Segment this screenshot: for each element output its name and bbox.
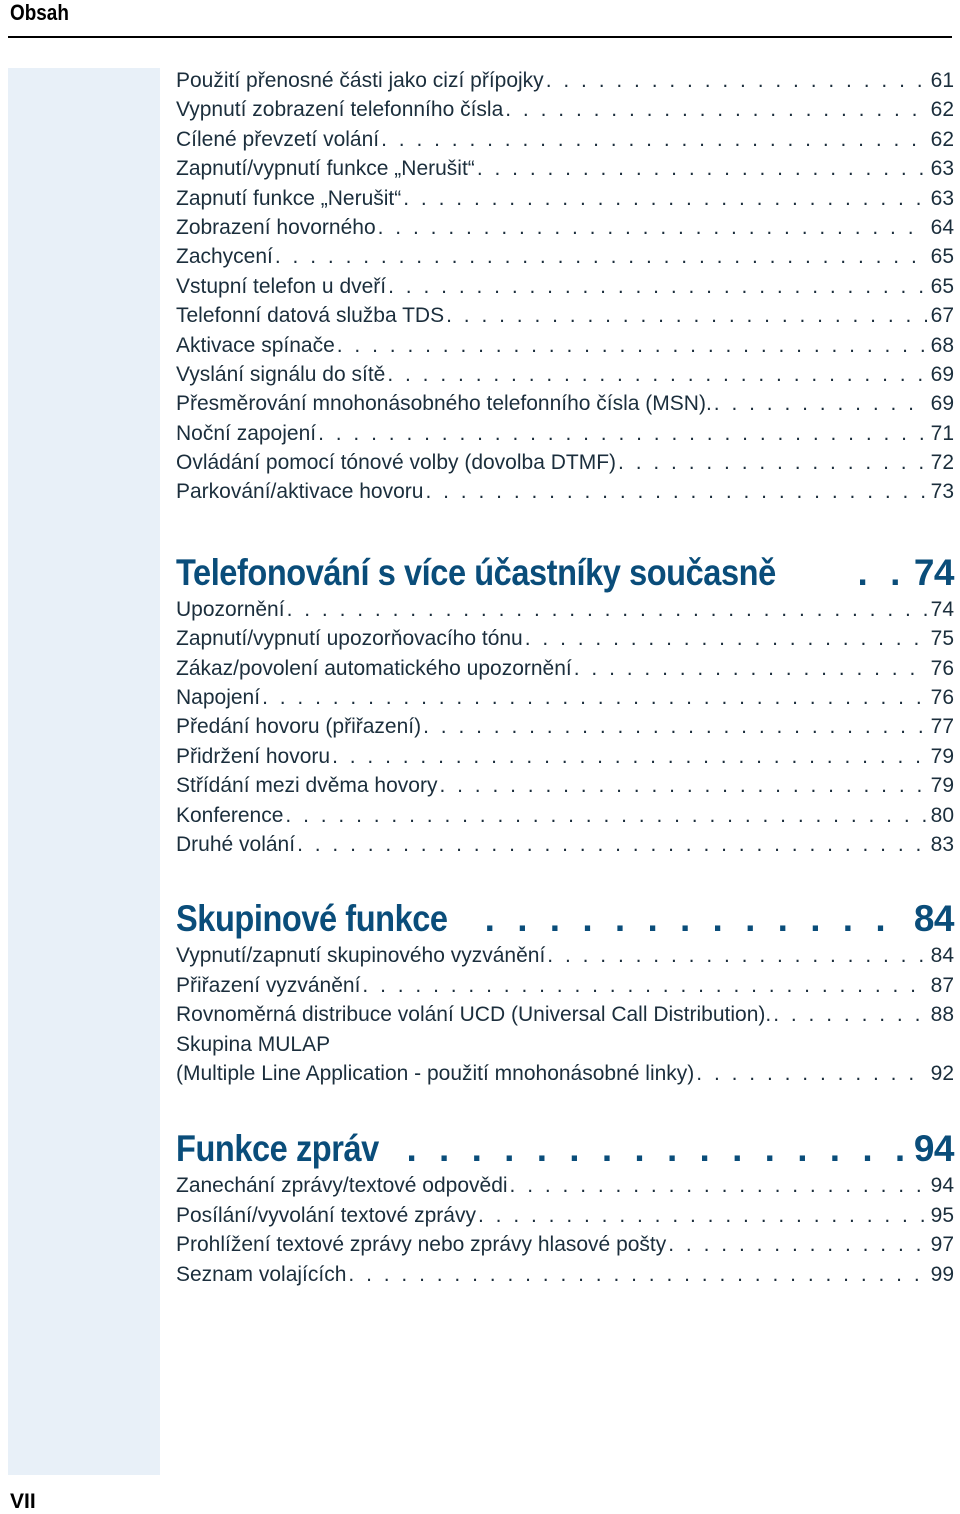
toc-entry-title: Zapnutí/vypnutí upozorňovacího tónu <box>176 627 523 651</box>
toc-entry-page: 92 <box>930 1061 954 1085</box>
toc-entry-page: 95 <box>930 1203 954 1227</box>
toc-entry[interactable] <box>176 742 954 771</box>
toc-entry-page: 67 <box>930 304 954 328</box>
toc-entry-title: Přidržení hovoru <box>176 744 331 768</box>
section-title: Skupinové funkce <box>176 898 448 940</box>
dot-leader <box>406 1129 905 1169</box>
toc-entry-page: 99 <box>930 1262 954 1286</box>
toc-entry-page: 63 <box>930 186 954 210</box>
toc-entry-page: 61 <box>930 69 954 92</box>
toc-entry-page: 88 <box>930 1003 954 1027</box>
dot-leader <box>525 624 927 653</box>
toc-entry-title: Zapnutí funkce „Nerušit“ <box>176 186 402 210</box>
toc-entry[interactable] <box>176 125 954 154</box>
page-number: VII <box>10 1490 36 1513</box>
toc-entry[interactable] <box>176 66 954 95</box>
toc-entry-page: 76 <box>930 686 954 710</box>
toc-entry-title: Přesměrování mnohonásobného telefonního čísla (MSN). <box>176 392 712 416</box>
toc-entry-title: Cílené převzetí volání <box>176 127 380 151</box>
toc-entry-page: 83 <box>930 832 954 856</box>
section-page: 94 <box>913 1128 954 1170</box>
dot-leader <box>696 1059 926 1088</box>
toc-entry-title: Vypnutí/zapnutí skupinového vyzvánění <box>176 944 546 968</box>
toc-entry[interactable] <box>176 1059 954 1088</box>
toc-entry[interactable] <box>176 419 954 448</box>
toc-entry-title: Napojení <box>176 686 261 710</box>
toc-entry-page: 77 <box>930 715 954 739</box>
toc-entry-page: 75 <box>930 627 954 651</box>
toc-entry-title: (Multiple Line Application - použití mnohonásobné linky) <box>176 1061 695 1085</box>
toc-entry-page: 74 <box>930 597 954 621</box>
toc-entry-title: Konference <box>176 803 284 827</box>
dot-leader <box>387 360 926 389</box>
dot-leader <box>318 419 927 448</box>
toc-entry-title: Parkování/aktivace hovoru <box>176 480 424 504</box>
toc-entry-page: 84 <box>930 944 954 968</box>
toc-entry-title: Zákaz/povolení automatického upozornění <box>176 656 572 680</box>
dot-leader <box>378 213 927 242</box>
dot-leader <box>425 477 926 506</box>
toc-entry-title: Seznam volajících <box>176 1262 347 1286</box>
toc-entry-title: Posílání/vyvolání textové zprávy <box>176 1203 476 1227</box>
dot-leader <box>275 242 927 271</box>
dot-leader <box>618 448 927 477</box>
toc-entry-title: Druhé volání <box>176 832 296 856</box>
toc-entry[interactable] <box>176 1260 954 1289</box>
toc-entry[interactable] <box>176 595 954 624</box>
dot-leader <box>714 389 927 418</box>
dot-leader <box>574 654 927 683</box>
dot-leader <box>423 712 927 741</box>
toc-entry[interactable] <box>176 624 954 653</box>
toc-entry-title: Zapnutí/vypnutí funkce „Nerušit“ <box>176 157 475 181</box>
toc-entry-title: Střídání mezi dvěma hovory <box>176 774 438 798</box>
toc-entry[interactable] <box>176 301 954 330</box>
toc-entry[interactable] <box>176 331 954 360</box>
toc-entry[interactable] <box>176 477 954 506</box>
toc-entry[interactable] <box>176 184 954 213</box>
toc-entry[interactable] <box>176 360 954 389</box>
dot-leader <box>478 1201 927 1230</box>
dot-leader <box>362 971 926 1000</box>
toc-entry-page: 73 <box>930 480 954 504</box>
section-page: 84 <box>913 898 954 940</box>
dot-leader <box>505 95 926 124</box>
toc-entry-page: 72 <box>930 451 954 475</box>
toc-entry-title: Vyslání signálu do sítě <box>176 362 386 386</box>
toc-entry-title: Vypnutí zobrazení telefonního čísla <box>176 98 504 122</box>
toc-entry[interactable] <box>176 941 954 970</box>
dot-leader <box>668 1230 926 1259</box>
toc-entry-page: 87 <box>930 973 954 997</box>
toc-entry-page: 68 <box>930 333 954 357</box>
toc-entry-page: 64 <box>930 215 954 239</box>
dot-leader <box>348 1260 926 1289</box>
toc-entry[interactable] <box>176 801 954 830</box>
toc-entry-title: Aktivace spínače <box>176 333 335 357</box>
toc-entry[interactable] <box>176 1000 954 1029</box>
toc-entry-title: Použití přenosné části jako cizí přípojky <box>176 69 544 92</box>
toc-entry[interactable] <box>176 830 954 859</box>
section-title: Telefonování s více účastníky současně <box>176 551 776 593</box>
toc-entry[interactable] <box>176 1230 954 1259</box>
toc-entry[interactable] <box>176 1171 954 1200</box>
toc-entry-page: 62 <box>930 127 954 151</box>
toc-entry-page: 69 <box>930 392 954 416</box>
toc-entry[interactable] <box>176 448 954 477</box>
toc-entry-title: Vstupní telefon u dveří <box>176 274 387 298</box>
toc-entry-page: 76 <box>930 656 954 680</box>
toc-entry-page: 79 <box>930 744 954 768</box>
toc-entry[interactable] <box>176 95 954 124</box>
dot-leader <box>297 830 927 859</box>
toc-entry[interactable] <box>176 971 954 1000</box>
toc-entry[interactable] <box>176 272 954 301</box>
toc-section-heading[interactable] <box>176 1129 954 1169</box>
toc-entry-title: Telefonní datová služba TDS <box>176 304 445 328</box>
toc-entry-page: 97 <box>930 1233 954 1257</box>
toc-entry-page: 65 <box>930 245 954 269</box>
toc-entry-title: Zobrazení hovorného <box>176 215 376 239</box>
toc-entry-page: 80 <box>930 803 954 827</box>
sidebar-panel <box>8 68 160 1475</box>
dot-leader <box>332 742 927 771</box>
dot-leader <box>510 1171 927 1200</box>
dot-leader <box>858 553 906 593</box>
dot-leader <box>403 184 926 213</box>
dot-leader <box>446 301 927 330</box>
toc-entry[interactable] <box>176 1030 954 1059</box>
toc-entry-page: 65 <box>930 274 954 298</box>
toc-entry-title: Zachycení <box>176 245 273 269</box>
toc-entry-page: 71 <box>930 421 954 445</box>
toc-section-heading[interactable] <box>176 553 954 593</box>
toc-entry-page: 62 <box>930 98 954 122</box>
toc-entry[interactable] <box>176 771 954 800</box>
dot-leader <box>285 801 926 830</box>
toc-entry-page: 94 <box>930 1174 954 1198</box>
dot-leader <box>287 595 927 624</box>
dot-leader <box>546 66 927 95</box>
toc-entry[interactable] <box>176 242 954 271</box>
dot-leader <box>773 1000 926 1029</box>
toc-entry-title: Prohlížení textové zprávy nebo zprávy hlasové pošty <box>176 1233 667 1257</box>
toc-entry-title: Upozornění <box>176 597 285 621</box>
toc-entry[interactable] <box>176 683 954 712</box>
table-of-contents <box>176 66 954 1289</box>
dot-leader <box>337 331 927 360</box>
toc-entry-title: Předání hovoru (přiřazení) <box>176 715 422 739</box>
toc-entry-page: 79 <box>930 774 954 798</box>
dot-leader <box>477 154 927 183</box>
dot-leader <box>485 899 906 939</box>
dot-leader <box>439 771 926 800</box>
dot-leader <box>262 683 927 712</box>
toc-entry[interactable] <box>176 712 954 741</box>
section-page: 74 <box>913 551 954 593</box>
section-title: Funkce zpráv <box>176 1128 379 1170</box>
toc-entry-title: Ovládání pomocí tónové volby (dovolba DTMF) <box>176 451 617 475</box>
toc-entry[interactable] <box>176 1201 954 1230</box>
toc-entry-page: 69 <box>930 362 954 386</box>
toc-entry[interactable] <box>176 389 954 418</box>
toc-entry-title: Skupina MULAP <box>176 1032 331 1056</box>
toc-entry[interactable] <box>176 654 954 683</box>
toc-section-heading[interactable] <box>176 899 954 939</box>
toc-entry[interactable] <box>176 154 954 183</box>
header-rule <box>8 36 952 38</box>
toc-entry-title: Noční zapojení <box>176 421 317 445</box>
toc-entry-title: Zanechání zprávy/textové odpovědi <box>176 1174 508 1198</box>
dot-leader <box>388 272 927 301</box>
toc-entry[interactable] <box>176 213 954 242</box>
toc-entry-title: Rovnoměrná distribuce volání UCD (Universal Call Distribution). <box>176 1003 772 1027</box>
toc-entry-page: 63 <box>930 157 954 181</box>
dot-leader <box>381 125 927 154</box>
dot-leader <box>547 941 926 970</box>
page-title: Obsah <box>10 0 69 25</box>
toc-entry-title: Přiřazení vyzvánění <box>176 973 361 997</box>
